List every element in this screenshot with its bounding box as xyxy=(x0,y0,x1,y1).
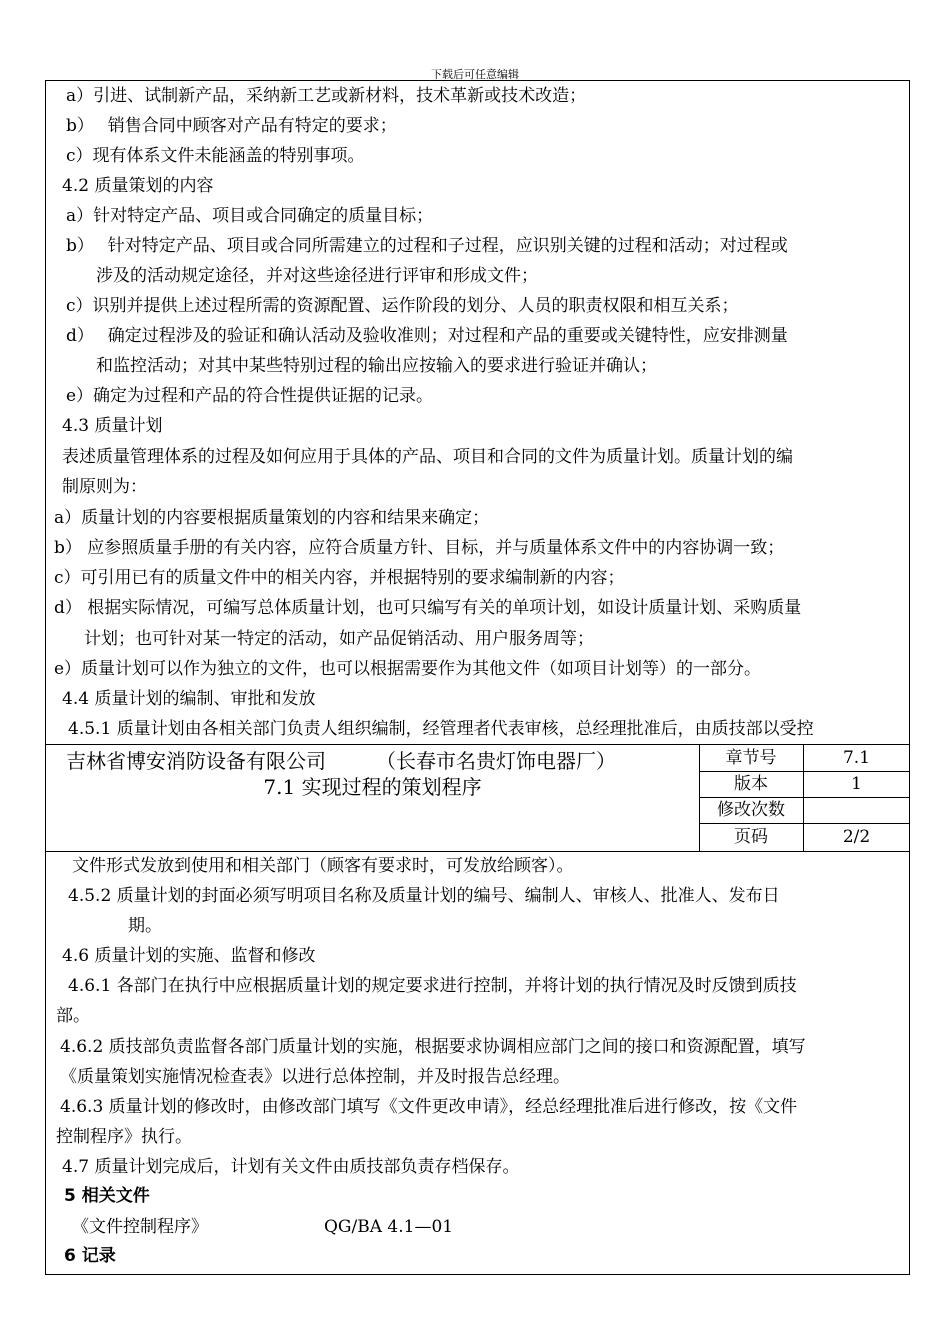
text-line: c）可引用已有的质量文件中的相关内容，并根据特别的要求编制新的内容； xyxy=(54,568,625,588)
text-line: d） 确定过程涉及的验证和确认活动及验收准则；对过程和产品的重要或关键特性，应安排测量 xyxy=(66,326,788,346)
text-line: 4.6.3 质量计划的修改时，由修改部门填写《文件更改申请》，经总经理批准后进行修改，按《文件 xyxy=(60,1097,798,1117)
text-line: e）确定为过程和产品的符合性提供证据的记录。 xyxy=(66,386,434,406)
text-line: 文件形式发放到使用和相关部门（顾客有要求时，可发放给顾客）。 xyxy=(72,856,574,876)
text-line: 涉及的活动规定途径，并对这些途径进行评审和形成文件； xyxy=(96,266,538,286)
text-line: 《质量策划实施情况检查表》以进行总体控制，并及时报告总经理。 xyxy=(60,1067,570,1087)
meta-value: 1 xyxy=(851,774,862,794)
text-line: 表述质量管理体系的过程及如何应用于具体的产品、项目和合同的文件为质量计划。质量计划的编 xyxy=(62,447,793,467)
header-title-cell xyxy=(46,745,700,851)
text-line: 4.6.1 各部门在执行中应根据质量计划的规定要求进行控制，并将计划的执行情况及时反馈到质技 xyxy=(68,976,797,996)
meta-key: 章节号 xyxy=(699,745,804,771)
section-heading-4-2: 4.2 质量策划的内容 xyxy=(62,176,214,196)
text-line: 和监控活动；对其中某些特别过程的输出应按输入的要求进行验证并确认； xyxy=(96,356,657,376)
text-line: 制原则为： xyxy=(62,477,147,497)
meta-row-chapter xyxy=(699,745,909,772)
page-content-section-1 xyxy=(45,80,910,745)
text-line: c）现有体系文件未能涵盖的特别事项。 xyxy=(66,146,365,166)
meta-key: 修改次数 xyxy=(699,797,804,823)
text-line: e）质量计划可以作为独立的文件，也可以根据需要作为其他文件（如项目计划等）的一部分。 xyxy=(54,659,762,679)
text-line: d） 根据实际情况，可编写总体质量计划，也可只编写有关的单项计划，如设计质量计划、采购质量 xyxy=(54,598,802,618)
text-line: b） 应参照质量手册的有关内容，应符合质量方针、目标，并与质量体系文件中的内容协调一致； xyxy=(54,538,785,558)
text-line: 4.6.2 质技部负责监督各部门质量计划的实施，根据要求协调相应部门之间的接口和资源配置，填写 xyxy=(60,1037,806,1057)
section-heading-4-4: 4.4 质量计划的编制、审批和发放 xyxy=(62,689,316,709)
section-heading-4-6: 4.6 质量计划的实施、监督和修改 xyxy=(62,946,316,966)
page-content-section-2 xyxy=(45,851,910,1275)
section-heading-5: 5 相关文件 xyxy=(64,1186,150,1206)
document-header-block xyxy=(45,744,910,852)
meta-row-page xyxy=(699,823,909,851)
meta-value: 2/2 xyxy=(842,827,871,847)
text-line: 4.5.2 质量计划的封面必须写明项目名称及质量计划的编号、编制人、审核人、批准人、发布日 xyxy=(68,886,780,906)
text-line: 控制程序》执行。 xyxy=(56,1127,192,1147)
text-line: a）引进、试制新产品，采纳新工艺或新材料，技术革新或技术改造； xyxy=(66,86,587,106)
meta-key: 版本 xyxy=(699,771,804,797)
text-line: 期。 xyxy=(128,916,162,936)
company-name: 吉林省博安消防设备有限公司 （长春市名贵灯饰电器厂） xyxy=(66,749,616,773)
procedure-title: 7.1 实现过程的策划程序 xyxy=(263,775,482,799)
section-heading-6: 6 记录 xyxy=(64,1246,116,1266)
meta-key: 页码 xyxy=(699,823,804,851)
watermark-text: 下载后可任意编辑 xyxy=(431,68,519,81)
document-meta-table xyxy=(699,745,909,851)
text-line: c）识别并提供上述过程所需的资源配置、运作阶段的划分、人员的职责权限和相互关系； xyxy=(66,296,739,316)
text-line: 计划；也可针对某一特定的活动，如产品促销活动、用户服务周等； xyxy=(84,629,594,649)
text-line: b） 针对特定产品、项目或合同所需建立的过程和子过程，应识别关键的过程和活动；对过程或 xyxy=(66,236,788,256)
meta-row-revision xyxy=(699,797,909,824)
text-line: a）针对特定产品、项目或合同确定的质量目标； xyxy=(66,206,434,226)
related-doc-code: QG/BA 4.1—01 xyxy=(324,1217,454,1237)
text-line: a）质量计划的内容要根据质量策划的内容和结果来确定； xyxy=(54,508,490,528)
section-heading-4-3: 4.3 质量计划 xyxy=(62,416,163,436)
section-heading-4-7: 4.7 质量计划完成后，计划有关文件由质技部负责存档保存。 xyxy=(62,1157,520,1177)
meta-value xyxy=(804,797,909,823)
meta-row-version xyxy=(699,771,909,798)
related-doc-title: 《文件控制程序》 xyxy=(72,1217,208,1237)
text-line: b） 销售合同中顾客对产品有特定的要求； xyxy=(66,116,397,136)
meta-value: 7.1 xyxy=(842,748,871,768)
text-line: 部。 xyxy=(56,1006,90,1026)
text-line: 4.5.1 质量计划由各相关部门负责人组织编制，经管理者代表审核，总经理批准后，由质技部以受控 xyxy=(68,719,814,739)
